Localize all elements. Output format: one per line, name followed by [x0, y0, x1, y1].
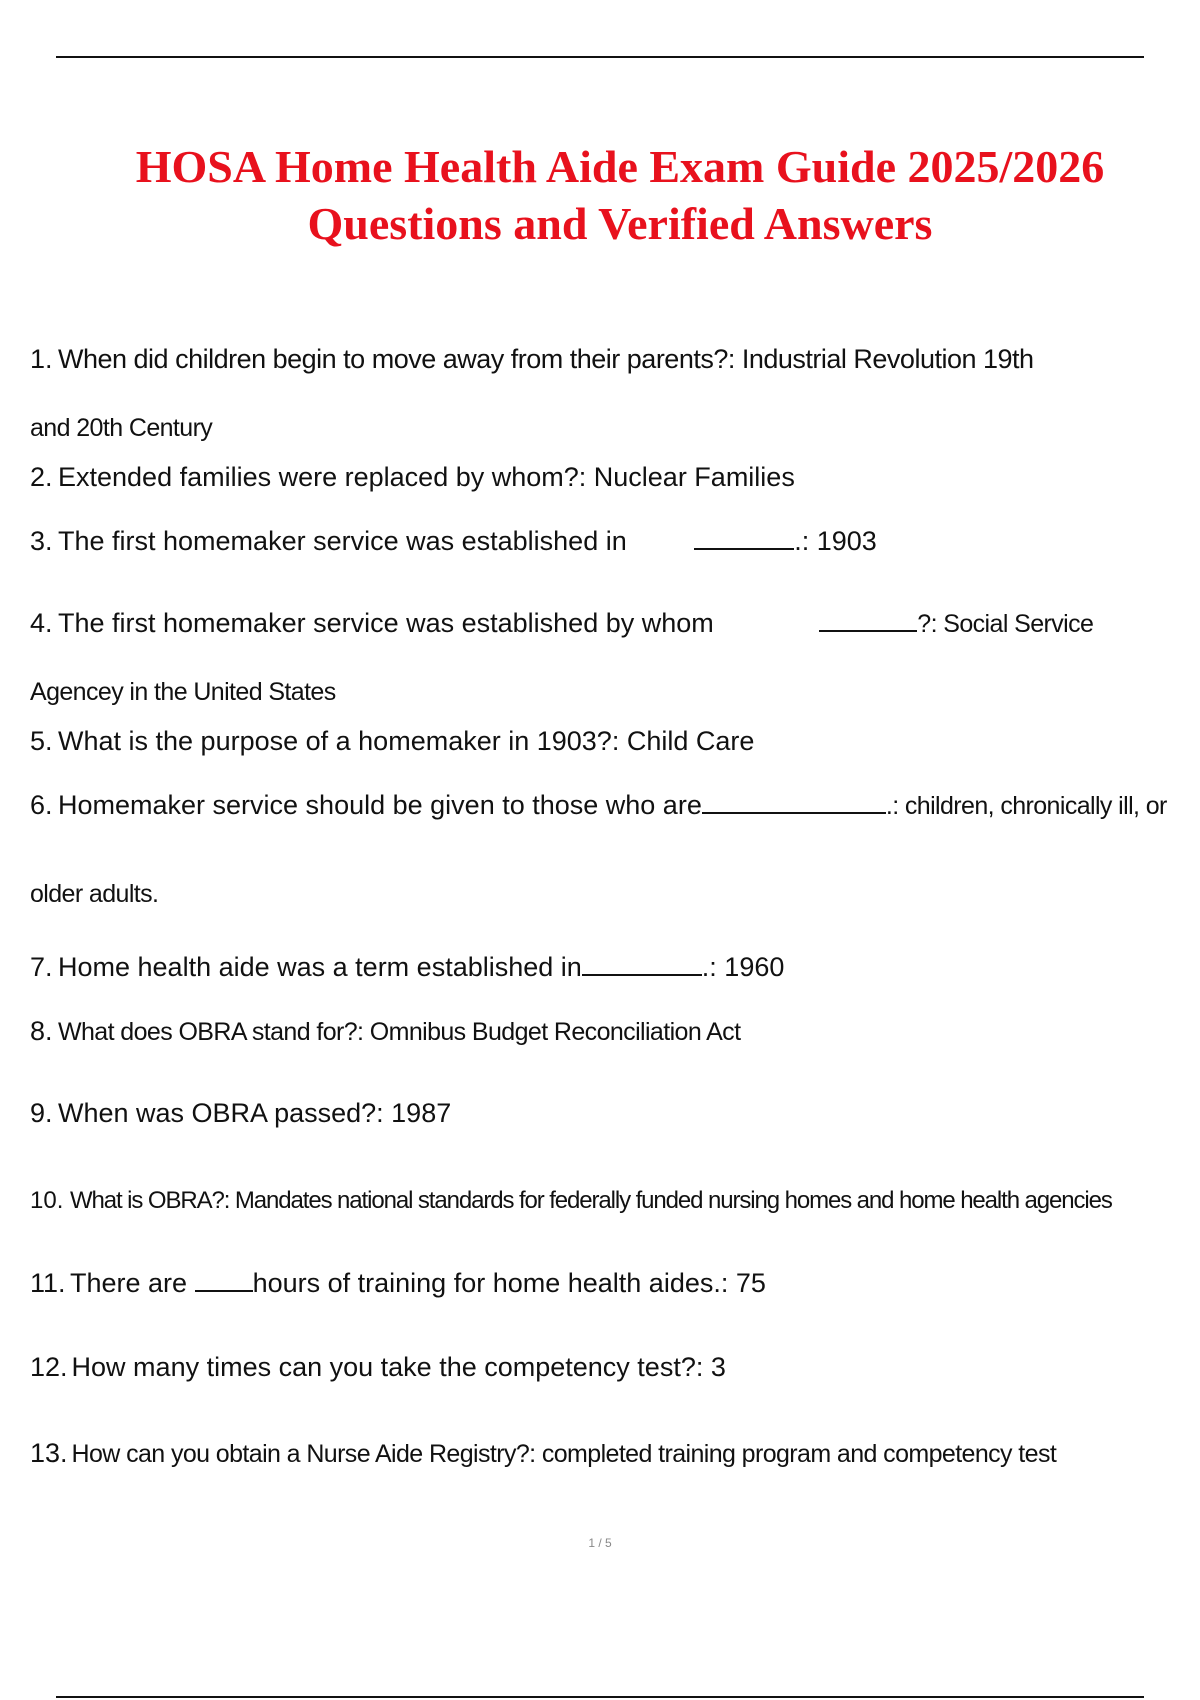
question-text: How can you obtain a Nurse Aide Registry?: completed training program and competency test [71, 1440, 1057, 1468]
question-number: 4. [30, 608, 53, 638]
question-4-continuation: Agencey in the United States [30, 678, 336, 706]
question-13 [30, 1436, 1180, 1471]
question-number: 10. [30, 1187, 64, 1214]
question-number: 12. [30, 1352, 68, 1382]
question-answer: hours of training for home health aides.: 75 [252, 1268, 766, 1298]
question-9 [30, 1096, 1180, 1130]
question-2 [30, 460, 1180, 494]
question-5 [30, 724, 1180, 758]
question-4 [30, 606, 1180, 641]
bottom-rule [56, 1696, 1144, 1698]
answer-blank [195, 1270, 253, 1292]
question-number: 11. [30, 1268, 66, 1298]
question-number: 9. [30, 1098, 53, 1128]
question-number: 1. [30, 344, 53, 374]
question-12 [30, 1350, 1180, 1384]
question-number: 3. [30, 526, 53, 556]
document-title [40, 138, 1200, 252]
answer-blank [702, 792, 886, 814]
question-text: What does OBRA stand for?: Omnibus Budget Reconciliation Act [58, 1018, 741, 1046]
answer-blank [819, 610, 917, 632]
question-answer: ?: Social Service [917, 610, 1094, 638]
question-text: How many times can you take the competency test?: 3 [71, 1352, 726, 1382]
question-text: When did children begin to move away from their parents?: Industrial Revolution 19th [58, 344, 1034, 374]
question-text-before-blank: Homemaker service should be given to those who are [58, 790, 702, 820]
answer-blank [694, 528, 794, 550]
question-1-continuation: and 20th Century [30, 414, 213, 442]
question-text: What is the purpose of a homemaker in 1903?: Child Care [58, 726, 755, 756]
question-number: 7. [30, 952, 53, 982]
question-text: Extended families were replaced by whom?: Nuclear Families [58, 462, 795, 492]
top-rule [56, 56, 1144, 58]
question-number: 5. [30, 726, 53, 756]
question-answer: .: children, chronically ill, or [885, 792, 1167, 820]
question-text: What is OBRA?: Mandates national standards for federally funded nursing homes and home health agencies [70, 1187, 1112, 1214]
question-text-before-blank: Home health aide was a term established in [58, 952, 582, 982]
question-number: 8. [30, 1016, 53, 1046]
question-6-continuation: older adults. [30, 880, 159, 908]
question-number: 6. [30, 790, 53, 820]
question-answer: .: 1960 [701, 952, 785, 982]
question-10 [30, 1182, 1180, 1218]
question-1 [30, 342, 1180, 376]
answer-blank [582, 954, 702, 976]
question-3 [30, 524, 1180, 558]
question-8 [30, 1014, 1180, 1049]
page-number: 1 / 5 [588, 1536, 612, 1550]
question-text-before-blank: The first homemaker service was established by whom [58, 608, 714, 638]
question-number: 13. [30, 1438, 68, 1468]
question-text-before-blank: The first homemaker service was established in [58, 526, 627, 556]
question-answer: .: 1903 [794, 526, 877, 556]
question-number: 2. [30, 462, 53, 492]
question-6 [30, 788, 1180, 823]
question-text: When was OBRA passed?: 1987 [58, 1098, 452, 1128]
question-text-before-blank: There are [70, 1268, 188, 1298]
title-line-1: HOSA Home Health Aide Exam Guide 2025/2026 [135, 141, 1105, 192]
question-11 [30, 1266, 1180, 1300]
question-7 [30, 950, 1180, 984]
title-line-2: Questions and Verified Answers [307, 198, 933, 249]
